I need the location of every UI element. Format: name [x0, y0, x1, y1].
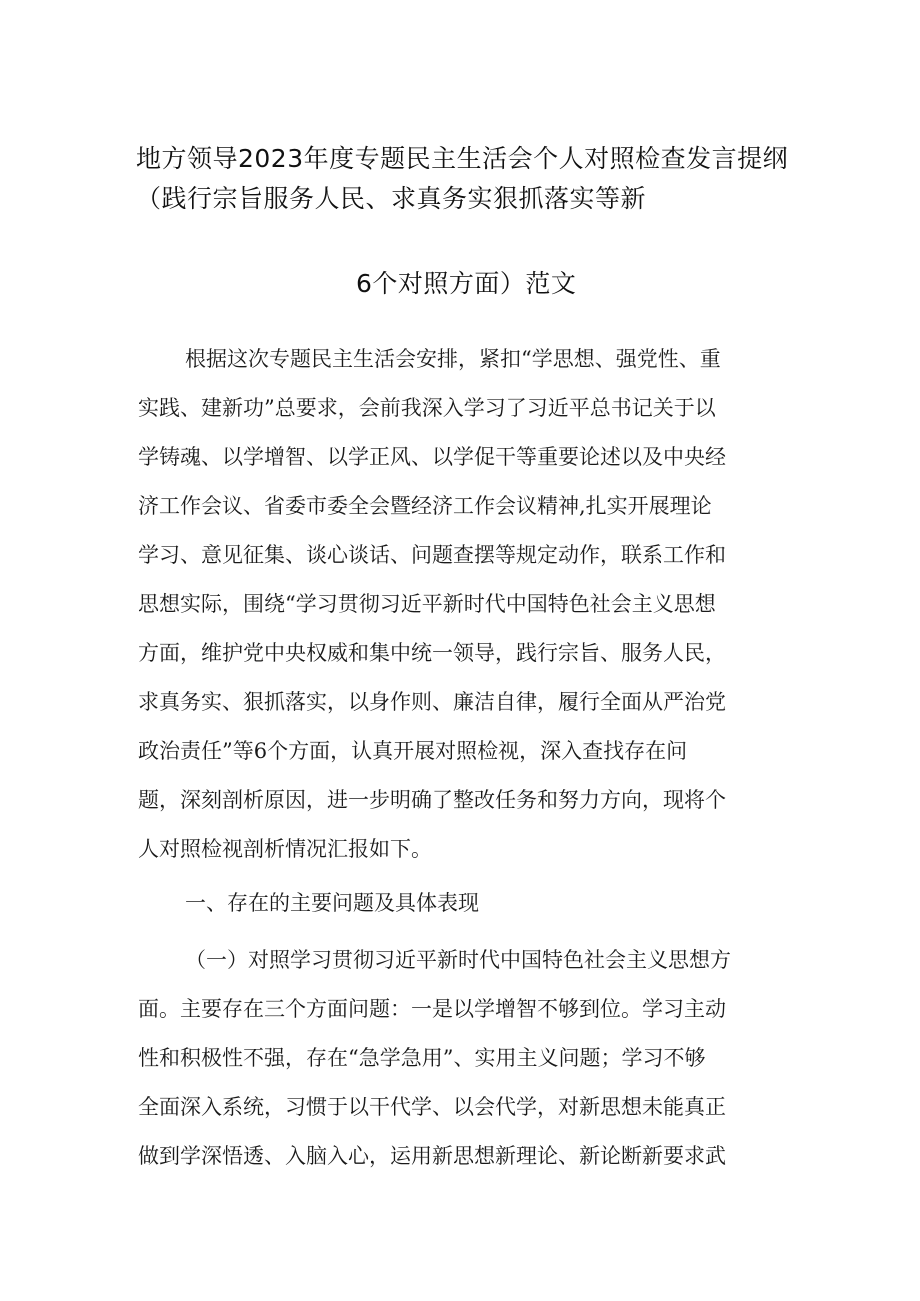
document-title-line-3: 6个对照方面）范文: [356, 269, 577, 298]
sub-line-3: 性和积极性不强，存在“急学急用”、实用主义问题；学习不够: [138, 1046, 706, 1070]
intro-line-7: 方面，维护党中央权威和集中统一领导，践行宗旨、服务人民，: [138, 641, 726, 665]
document-title-line-2: （践行宗旨服务人民、求真务实狠抓落实等新: [136, 184, 647, 213]
sub-line-4: 全面深入系统，习惯于以干代学、以会代学，对新思想未能真正: [138, 1095, 726, 1119]
sub-line-1: （一）对照学习贯彻习近平新时代中国特色社会主义思想方: [185, 948, 731, 972]
intro-line-6: 思想实际，围绕“学习贯彻习近平新时代中国特色社会主义思想: [138, 592, 716, 616]
intro-line-1: 根据这次专题民主生活会安排，紧扣“学思想、强党性、重: [185, 347, 721, 371]
intro-line-5: 学习、意见征集、谈心谈话、问题查摆等规定动作，联系工作和: [138, 543, 726, 567]
intro-line-8: 求真务实、狠抓落实，以身作则、廉洁自律，履行全面从严治党: [138, 690, 726, 714]
intro-line-10: 题，深刻剖析原因，进一步明确了整改任务和努力方向，现将个: [138, 788, 726, 812]
sub-line-2: 面。主要存在三个方面问题：一是以学增智不够到位。学习主动: [138, 997, 726, 1021]
intro-line-3: 学铸魂、以学增智、以学正风、以学促干等重要论述以及中央经: [138, 445, 726, 469]
section-heading: 一、存在的主要问题及具体表现: [185, 891, 479, 915]
intro-line-4: 济工作会议、省委市委全会暨经济工作会议精神,扎实开展理论: [138, 494, 712, 518]
intro-line-11: 人对照检视剖析情况汇报如下。: [138, 837, 432, 861]
sub-line-5: 做到学深悟透、入脑入心，运用新思想新理论、新论断新要求武: [138, 1144, 726, 1168]
intro-line-2: 实践、建新功”总要求，会前我深入学习了习近平总书记关于以: [138, 396, 716, 420]
document-title-line-1: 地方领导2023年度专题民主生活会个人对照检查发言提纲: [136, 144, 789, 173]
intro-line-9: 政治责任”等6个方面，认真开展对照检视，深入查找存在问: [138, 739, 688, 763]
